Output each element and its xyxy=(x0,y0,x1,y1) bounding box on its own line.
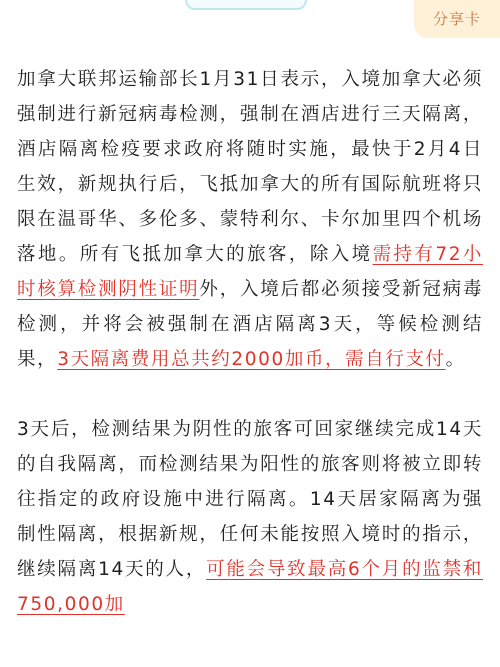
text-segment: 外，入境后都必须接受新冠病毒检测，并将会被强制在酒店隔离3天，等候检测结果， xyxy=(17,279,484,370)
highlighted-link-segment[interactable]: 需持有72小时核算检测阴性证明 xyxy=(17,244,483,300)
share-card-button[interactable]: 分享卡 xyxy=(414,0,500,38)
article-body xyxy=(17,62,483,622)
article-paragraph-1 xyxy=(17,62,483,377)
top-decoration xyxy=(185,0,307,10)
text-segment: 3天后，检测结果为阴性的旅客可回家继续完成14天的自我隔离，而检测结果为阳性的旅客则将被立即转往指定的政府设施中进行隔离。14天居家隔离为强制性隔离，根据新规，任何未能按照入境时的指示，继续隔离14天的人， xyxy=(17,419,483,580)
text-segment: 加拿大联邦运输部长1月31日表示，入境加拿大必须强制进行新冠病毒检测，强制在酒店进行三天隔离，酒店隔离检疫要求政府将随时实施，最快于2月4日生效，新规执行后，飞抵加拿大的所有国际航班将只限在温哥华、多伦多、蒙特利尔、卡尔加里四个机场落地。所有飞抵加拿大的旅客，除入境 xyxy=(17,69,483,265)
highlighted-link-segment[interactable]: 3天隔离费用总共约2000加币，需自行支付 xyxy=(57,349,446,370)
text-segment: 。 xyxy=(445,349,466,370)
highlighted-link-segment[interactable]: 可能会导致最高6个月的监禁和750,000加 xyxy=(17,559,483,615)
article-paragraph-2 xyxy=(17,412,483,622)
